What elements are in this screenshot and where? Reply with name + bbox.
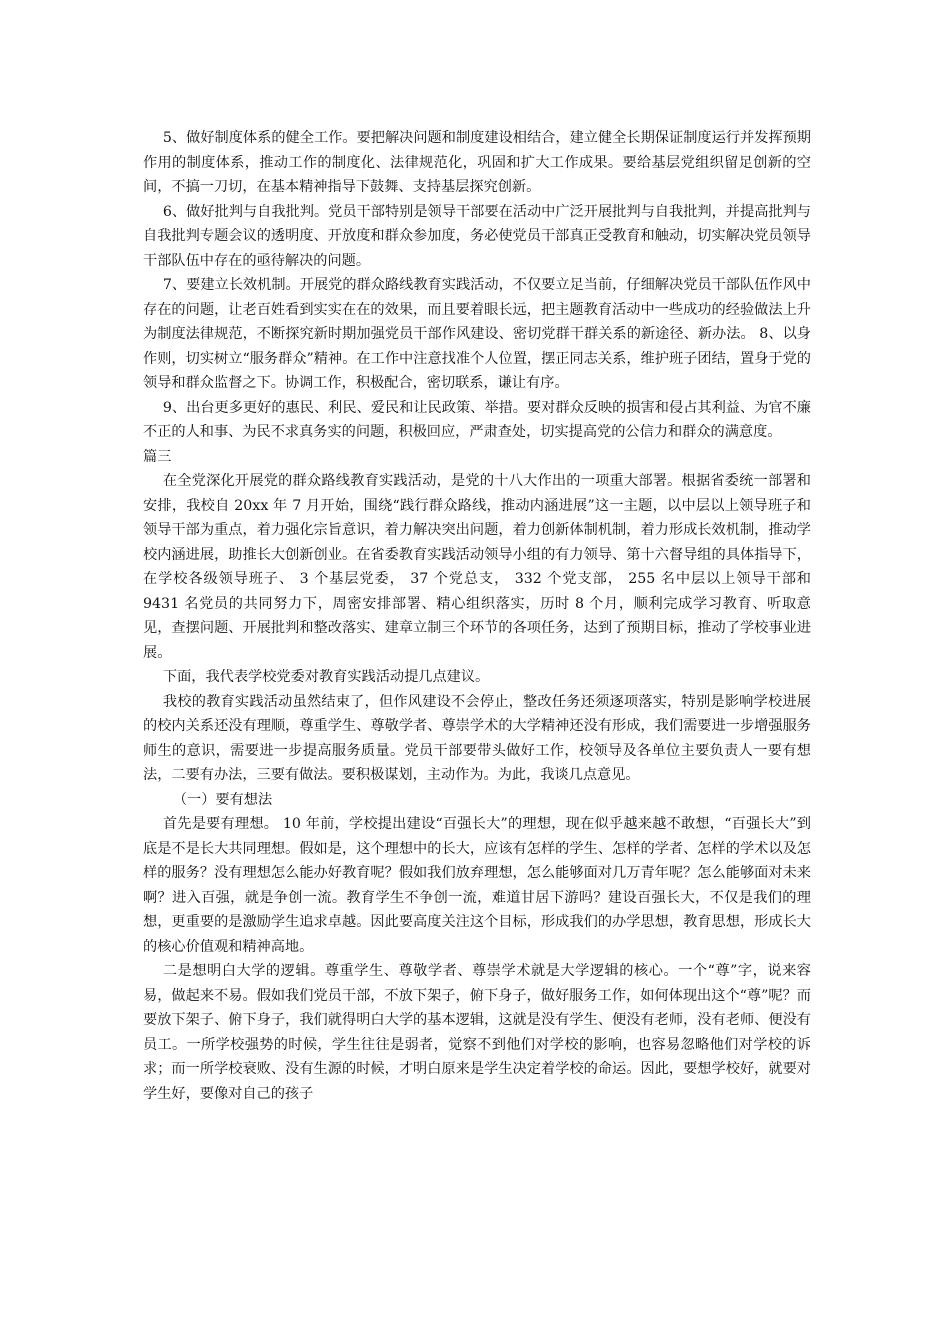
paragraph-logic: 二是想明白大学的逻辑。尊重学生、尊敬学者、尊崇学术就是大学逻辑的核心。一个“尊”字，说来容易，做起来不易。假如我们党员干部，不放下架子，俯下身子，做好服务工作，如何体现出这个“尊”呢？而要放下架子、俯下身子，我们就得明白大学的基本逻辑，这就是没有学生、便没有老师，没有老师、便没有员工。一所学校强势的时候，学生往往是弱者，觉察不到他们对学校的影响，也容易忽略他们对学校的诉求；而一所学校衰败、没有生源的时候，才明白原来是学生决定着学校的命运。因此，要想学校好，就要对学生好，要像对自己的孩子 [143,963,811,1102]
subheading-ideas: （一）要有想法 [172,791,273,808]
section-heading: 篇三 [143,448,172,465]
paragraph-suggestion: 下面，我代表学校党委对教育实践活动提几点建议。 [162,669,490,685]
paragraph-item-5: 5、做好制度体系的健全工作。要把解决问题和制度建设相结合，建立健全长期保证制度运行并发挥预期作用的制度体系，推动工作的制度化、法律规范化，巩固和扩大工作成果。要给基层党组织留足创新的空间，不搞一刀切，在基本精神指导下鼓舞、支持基层探究创新。 [143,130,811,195]
paragraph-item-6: 6、做好批判与自我批判。党员干部特别是领导干部要在活动中广泛开展批判与自我批判，并提高批判与自我批判专题会议的透明度、开放度和群众参加度，务必使党员干部真正受教育和触动，切实解决党员领导干部队伍中存在的亟待解决的问题。 [143,203,811,269]
paragraph-summary: 我校的教育实践活动虽然结束了，但作风建设不会停止，整改任务还须逐项落实，特别是影响学校进展的校内关系还没有理顺，尊重学生、尊敬学者、尊崇学术的大学精神还没有形成，我们需要进一步增强服务师生的意识，需要进一步提高服务质量。党员干部要带头做好工作，校领导及各单位主要负责人一要有想法，二要有办法，三要有做法。要积极谋划，主动作为。为此，我谈几点意见。 [143,693,811,783]
paragraph-item-7: 7、要建立长效机制。开展党的群众路线教育实践活动，不仅要立足当前，仔细解决党员干部队伍作风中存在的问题，让老百姓看到实实在在的效果，而且要着眼长远，把主题教育活动中一些成功的经验做法上升为制度法律规范，不断探究新时期加强党员干部作风建设、密切党群干群关系的新途径、新办法。 8、以身作则，切实树立“服务群众”精神。在工作中注意找准个人位置，摆正同志关系，维护班子团结，置身于党的领导和群众监督之下。协调工作，积极配合，密切联系，谦让有序。 [143,277,811,391]
paragraph-item-9: 9、出台更多更好的惠民、利民、爱民和让民政策、举措。要对群众反映的损害和侵占其利益、为官不廉不正的人和事、为民不求真务实的问题，积极回应，严肃查处，切实提高党的公信力和群众的满意度。 [143,399,811,440]
document-page [143,126,811,1106]
paragraph-intro: 在全党深化开展党的群众路线教育实践活动，是党的十八大作出的一项重大部署。根据省委统一部署和安排，我校自 20xx 年 7 月开始，围绕“践行群众路线，推动内涵进展”这一主题，以中层以上领导班子和领导干部为重点，着力强化宗旨意识，着力解决突出问题，着力创新体制机制，着力形成长效机制，推动学校内涵进展，助推长大创新创业。在省委教育实践活动领导小组的有力领导、第十六督导组的具体指导下，在学校各级领导班子、 3 个基层党委， 37 个党总支， 332 个党支部， 255 名中层以上领导干部和 9431 名党员的共同努力下，周密安排部署、精心组织落实，历时 8 个月，顺利完成学习教育、听取意见，查摆问题、开展批判和整改落实、建章立制三个环节的各项任务，达到了预期目标，推动了学校事业进展。 [143,473,811,661]
paragraph-ideal: 首先是要有理想。 10 年前，学校提出建设“百强长大”的理想，现在似乎越来越不敢想，“百强长大”到底是不是长大共同理想。假如是，这个理想中的长大，应该有怎样的学生、怎样的学者、怎样的学术以及怎样的服务？没有理想怎么能办好教育呢？假如我们放弃理想，怎么能够面对几万青年呢？怎么能够面对未来啊？进入百强，就是争创一流。教育学生不争创一流，难道甘居下游吗？建设百强长大，不仅是我们的理想，更重要的是激励学生追求卓越。因此要高度关注这个目标，形成我们的办学思想，教育思想，形成长大的核心价值观和精神高地。 [143,816,811,955]
